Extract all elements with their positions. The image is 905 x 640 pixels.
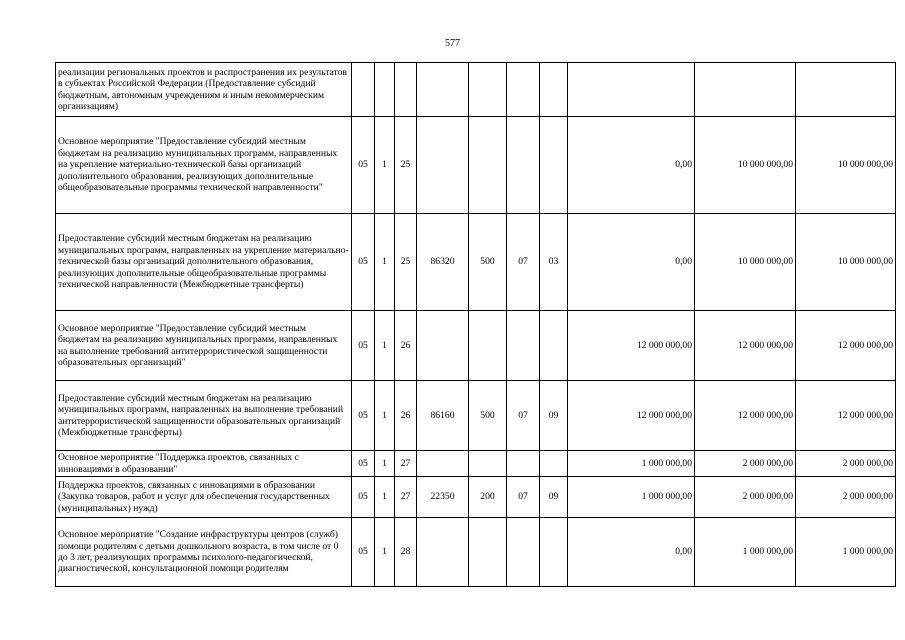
code-direction — [417, 63, 469, 117]
amount-year-2: 2 000 000,00 — [695, 451, 796, 477]
amount-year-2: 10 000 000,00 — [695, 214, 796, 311]
amount-year-3: 12 000 000,00 — [796, 381, 896, 451]
amount-year-2: 12 000 000,00 — [695, 311, 796, 381]
row-description: Основное мероприятие "Поддержка проектов, связанных с инновациями в образовании" — [56, 451, 352, 477]
page-number: 577 — [445, 38, 460, 49]
code-expense-type — [469, 63, 507, 117]
code-program: 05 — [352, 518, 375, 587]
code-subsection — [540, 117, 568, 214]
code-subsection — [540, 451, 568, 477]
code-section — [507, 518, 540, 587]
amount-year-3: 10 000 000,00 — [796, 117, 896, 214]
amount-year-2: 10 000 000,00 — [695, 117, 796, 214]
code-expense-type — [469, 451, 507, 477]
amount-year-1: 0,00 — [568, 117, 695, 214]
row-description: Основное мероприятие "Предоставление субсидий местным бюджетам на реализацию муниципальных программ, направленных на укрепление материально-технической базы организаций дополнительного образования, реализующих дополнительные общеобразовательные программы технической направленности" — [56, 117, 352, 214]
amount-year-1: 1 000 000,00 — [568, 451, 695, 477]
amount-year-1: 0,00 — [568, 518, 695, 587]
amount-year-3: 10 000 000,00 — [796, 214, 896, 311]
code-subsection: 03 — [540, 214, 568, 311]
amount-year-3: 2 000 000,00 — [796, 477, 896, 518]
code-direction — [417, 518, 469, 587]
row-description: Поддержка проектов, связанных с инновациями в образовании (Закупка товаров, работ и услуг для обеспечения государственных (муниципальных) нужд) — [56, 477, 352, 518]
table-row — [56, 214, 896, 311]
code-event — [395, 63, 417, 117]
row-description: Предоставление субсидий местным бюджетам на реализацию муниципальных программ, направленных на выполнение требований антитеррористической защищенности образовательных организаций (Межбюджетные трансферты) — [56, 381, 352, 451]
code-subsection — [540, 63, 568, 117]
amount-year-1: 0,00 — [568, 214, 695, 311]
code-subprogram: 1 — [375, 311, 395, 381]
row-description: реализации региональных проектов и распространения их результатов в субъектах Российской Федерации (Предоставление субсидий бюджетным, автономным учреждениям и иным некоммерческим организациям) — [56, 63, 352, 117]
code-event: 25 — [395, 214, 417, 311]
table-row — [56, 117, 896, 214]
code-subprogram — [375, 63, 395, 117]
amount-year-1 — [568, 63, 695, 117]
code-expense-type: 500 — [469, 214, 507, 311]
budget-table — [55, 62, 896, 587]
code-event: 28 — [395, 518, 417, 587]
code-subprogram: 1 — [375, 117, 395, 214]
amount-year-2: 2 000 000,00 — [695, 477, 796, 518]
code-program — [352, 63, 375, 117]
code-section: 07 — [507, 477, 540, 518]
code-subsection: 09 — [540, 381, 568, 451]
row-description: Предоставление субсидий местным бюджетам на реализацию муниципальных программ, направленных на укрепление материально-технической базы организаций дополнительного образования, реализующих дополнительные общеобразовательные программы технической направленности (Межбюджетные трансферты) — [56, 214, 352, 311]
code-event: 27 — [395, 477, 417, 518]
code-program: 05 — [352, 477, 375, 518]
code-subsection — [540, 518, 568, 587]
code-direction — [417, 117, 469, 214]
amount-year-2: 1 000 000,00 — [695, 518, 796, 587]
code-expense-type: 200 — [469, 477, 507, 518]
code-section — [507, 117, 540, 214]
code-direction — [417, 451, 469, 477]
code-section: 07 — [507, 214, 540, 311]
code-direction: 86160 — [417, 381, 469, 451]
amount-year-1: 12 000 000,00 — [568, 381, 695, 451]
code-subsection: 09 — [540, 477, 568, 518]
code-subprogram: 1 — [375, 451, 395, 477]
code-program: 05 — [352, 381, 375, 451]
code-subprogram: 1 — [375, 214, 395, 311]
code-section — [507, 451, 540, 477]
code-program: 05 — [352, 117, 375, 214]
table-row — [56, 477, 896, 518]
amount-year-1: 12 000 000,00 — [568, 311, 695, 381]
table-row — [56, 518, 896, 587]
code-subprogram: 1 — [375, 518, 395, 587]
table-row — [56, 451, 896, 477]
code-section — [507, 63, 540, 117]
code-direction: 86320 — [417, 214, 469, 311]
code-expense-type — [469, 117, 507, 214]
amount-year-2: 12 000 000,00 — [695, 381, 796, 451]
table-row — [56, 63, 896, 117]
amount-year-3: 1 000 000,00 — [796, 518, 896, 587]
code-subprogram: 1 — [375, 477, 395, 518]
code-expense-type — [469, 518, 507, 587]
code-event: 26 — [395, 381, 417, 451]
row-description: Основное мероприятие "Предоставление субсидий местным бюджетам на реализацию муниципальных программ, направленных на выполнение требований антитеррористической защищенности образовательных организаций" — [56, 311, 352, 381]
table-row — [56, 381, 896, 451]
code-expense-type — [469, 311, 507, 381]
code-event: 27 — [395, 451, 417, 477]
amount-year-1: 1 000 000,00 — [568, 477, 695, 518]
code-subsection — [540, 311, 568, 381]
table-row — [56, 311, 896, 381]
code-direction: 22350 — [417, 477, 469, 518]
code-subprogram: 1 — [375, 381, 395, 451]
code-event: 25 — [395, 117, 417, 214]
amount-year-2 — [695, 63, 796, 117]
row-description: Основное мероприятие "Создание инфраструктуры центров (служб) помощи родителям с детьми дошкольного возраста, в том числе от 0 до 3 лет, реализующих программы психолого-педагогической, диагностической, консультационной помощи родителям — [56, 518, 352, 587]
code-section: 07 — [507, 381, 540, 451]
code-direction — [417, 311, 469, 381]
code-expense-type: 500 — [469, 381, 507, 451]
code-event: 26 — [395, 311, 417, 381]
amount-year-3: 2 000 000,00 — [796, 451, 896, 477]
code-program: 05 — [352, 451, 375, 477]
code-program: 05 — [352, 214, 375, 311]
table-body — [56, 63, 896, 587]
code-program: 05 — [352, 311, 375, 381]
code-section — [507, 311, 540, 381]
amount-year-3: 12 000 000,00 — [796, 311, 896, 381]
amount-year-3 — [796, 63, 896, 117]
